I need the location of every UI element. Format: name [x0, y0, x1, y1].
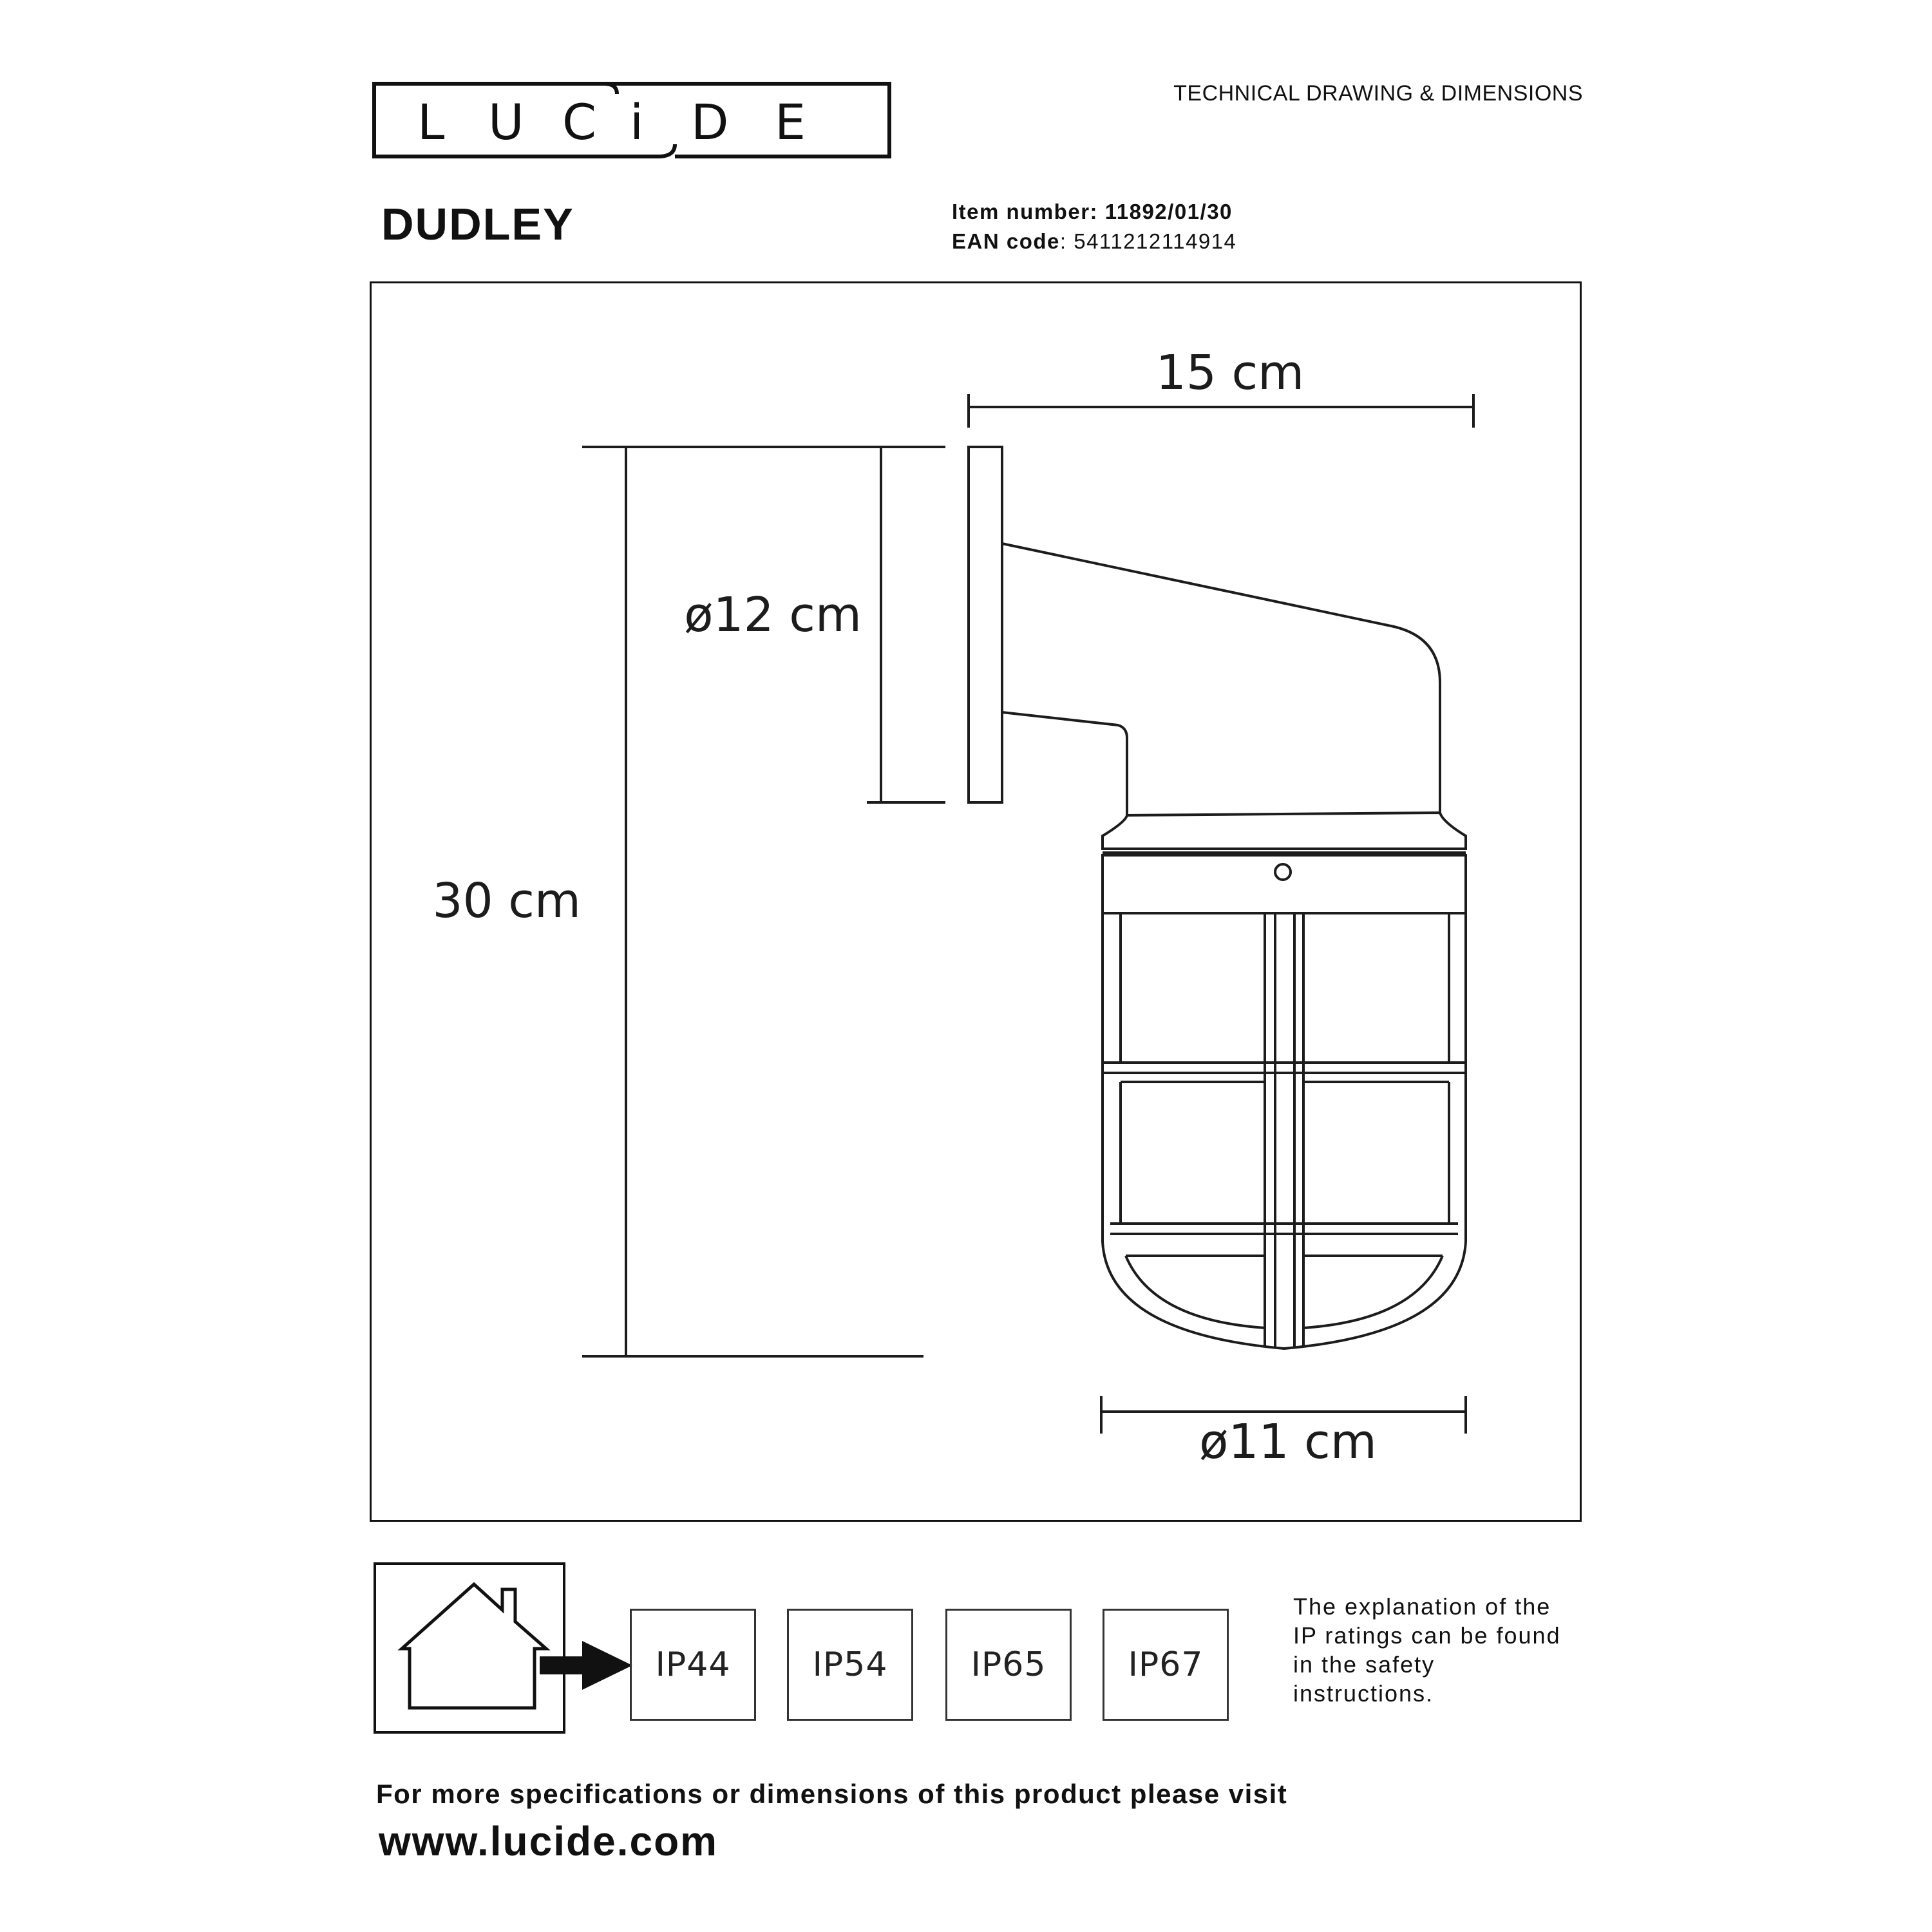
ean-label: EAN code	[952, 229, 1060, 253]
shade-diameter-label: ø11 cm	[1199, 1414, 1377, 1470]
ean-value: 5411212114914	[1074, 229, 1237, 253]
ip-note-line: instructions.	[1293, 1680, 1434, 1707]
cage-screw	[1275, 864, 1291, 880]
ip-note-line: The explanation of the	[1293, 1593, 1551, 1620]
lamp-collar	[1103, 813, 1466, 849]
logo-letter-u: U	[488, 93, 524, 151]
ip-note-line: IP ratings can be found	[1293, 1622, 1561, 1649]
ip-rating-ip65: IP65	[945, 1609, 1072, 1721]
arrow-icon	[532, 1637, 635, 1692]
logo-letter-l: L	[417, 93, 445, 151]
cage-outline	[1103, 913, 1466, 1349]
footer-text: For more specifications or dimensions of this product please visit	[376, 1779, 1288, 1809]
logo-letter-e: E	[775, 93, 806, 151]
ip-rating-ip44: IP44	[630, 1609, 756, 1721]
ip-rating-ip54: IP54	[787, 1609, 913, 1721]
ean-separator: :	[1059, 229, 1067, 253]
website-link[interactable]: www.lucide.com	[379, 1818, 719, 1864]
height-dimension-line	[582, 447, 945, 1356]
ip-rating-ip67: IP67	[1103, 1609, 1229, 1721]
logo-letter-d: D	[691, 93, 729, 151]
wall-plate-diameter-label: ø12 cm	[684, 587, 862, 643]
width-label: 15 cm	[1155, 345, 1305, 401]
item-number-label: Item number:	[952, 200, 1099, 223]
logo-letter-i: i	[630, 93, 644, 151]
height-label: 30 cm	[432, 873, 581, 929]
document-subtitle: TECHNICAL DRAWING & DIMENSIONS	[1173, 81, 1583, 106]
ip-explanation-note	[1293, 1592, 1589, 1708]
wall-plate-dimension-line	[867, 447, 945, 802]
logo-letter-c: C	[562, 93, 597, 151]
item-number-value: 11892/01/30	[1104, 200, 1233, 223]
ip-note-line: in the safety	[1293, 1651, 1435, 1678]
lamp-arm	[1002, 544, 1440, 815]
wall-plate	[969, 447, 1002, 802]
product-name: DUDLEY	[381, 199, 574, 249]
